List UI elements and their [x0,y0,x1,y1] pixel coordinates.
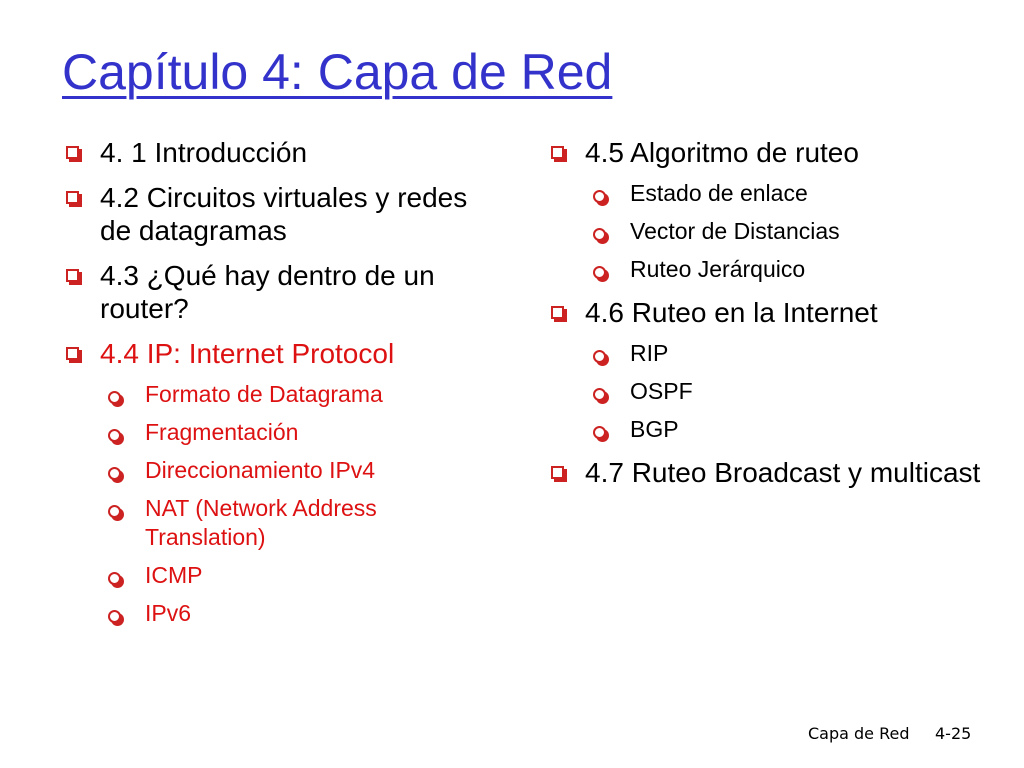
subitem-label: RIP [630,340,669,366]
outline-item-circuitos-virtuales [62,181,482,247]
square-bullet-icon [66,146,79,159]
subitem-label: IPv6 [145,600,192,626]
subitem-ruteo-jerarquico [585,255,987,284]
square-bullet-icon [66,191,79,204]
outline-item-algoritmo-ruteo [547,136,987,284]
outline-item-introduccion [62,136,482,169]
circle-bullet-icon [108,572,121,585]
circle-bullet-icon [593,228,606,241]
subitem-label: NAT (Network Address Translation) [145,495,377,550]
subitem-label: Direccionamiento IPv4 [145,457,376,483]
outline-item-label: 4.7 Ruteo Broadcast y multicast [585,457,981,488]
subitem-icmp [100,561,482,590]
outline-item-label: 4.3 ¿Qué hay dentro de un router? [100,260,435,324]
ruteo-suboutline [585,179,987,284]
subitem-fragmentacion [100,418,482,447]
footer-section-label: Capa de Red [808,724,910,743]
subitem-label: ICMP [145,562,203,588]
subitem-label: Vector de Distancias [630,218,840,244]
circle-bullet-icon [108,391,121,404]
outline-item-ruteo-internet [547,296,987,444]
square-bullet-icon [551,466,564,479]
subitem-estado-enlace [585,179,987,208]
circle-bullet-icon [593,388,606,401]
circle-bullet-icon [593,350,606,363]
circle-bullet-icon [593,426,606,439]
subitem-formato-datagrama [100,380,482,409]
right-column [547,136,987,501]
subitem-label: Estado de enlace [630,180,808,206]
left-column [62,136,482,640]
circle-bullet-icon [108,429,121,442]
outline-item-ip-protocol [62,337,482,628]
circle-bullet-icon [108,467,121,480]
subitem-ipv6 [100,599,482,628]
outline-item-label: 4.2 Circuitos virtuales y redes de datagramas [100,182,468,246]
square-bullet-icon [551,306,564,319]
subitem-label: Ruteo Jerárquico [630,256,806,282]
circle-bullet-icon [593,266,606,279]
subitem-label: BGP [630,416,679,442]
outline-item-label: 4.5 Algoritmo de ruteo [585,137,859,168]
subitem-label: OSPF [630,378,693,404]
subitem-nat [100,494,482,552]
subitem-label: Fragmentación [145,419,299,445]
left-outline [62,136,482,628]
slide-title: Capítulo 4: Capa de Red [62,44,613,100]
outline-item-label: 4.4 IP: Internet Protocol [100,338,395,369]
subitem-ospf [585,377,987,406]
subitem-direccionamiento-ipv4 [100,456,482,485]
subitem-bgp [585,415,987,444]
outline-item-label: 4.6 Ruteo en la Internet [585,297,878,328]
circle-bullet-icon [108,610,121,623]
subitem-vector-distancias [585,217,987,246]
subitem-rip [585,339,987,368]
footer-page-number: 4-25 [935,724,972,743]
outline-item-dentro-router [62,259,482,325]
square-bullet-icon [66,269,79,282]
internet-suboutline [585,339,987,444]
square-bullet-icon [551,146,564,159]
circle-bullet-icon [108,505,121,518]
ip-suboutline [100,380,482,628]
circle-bullet-icon [593,190,606,203]
square-bullet-icon [66,347,79,360]
subitem-label: Formato de Datagrama [145,381,383,407]
right-outline [547,136,987,489]
outline-item-broadcast-multicast [547,456,987,489]
outline-item-label: 4. 1 Introducción [100,137,308,168]
